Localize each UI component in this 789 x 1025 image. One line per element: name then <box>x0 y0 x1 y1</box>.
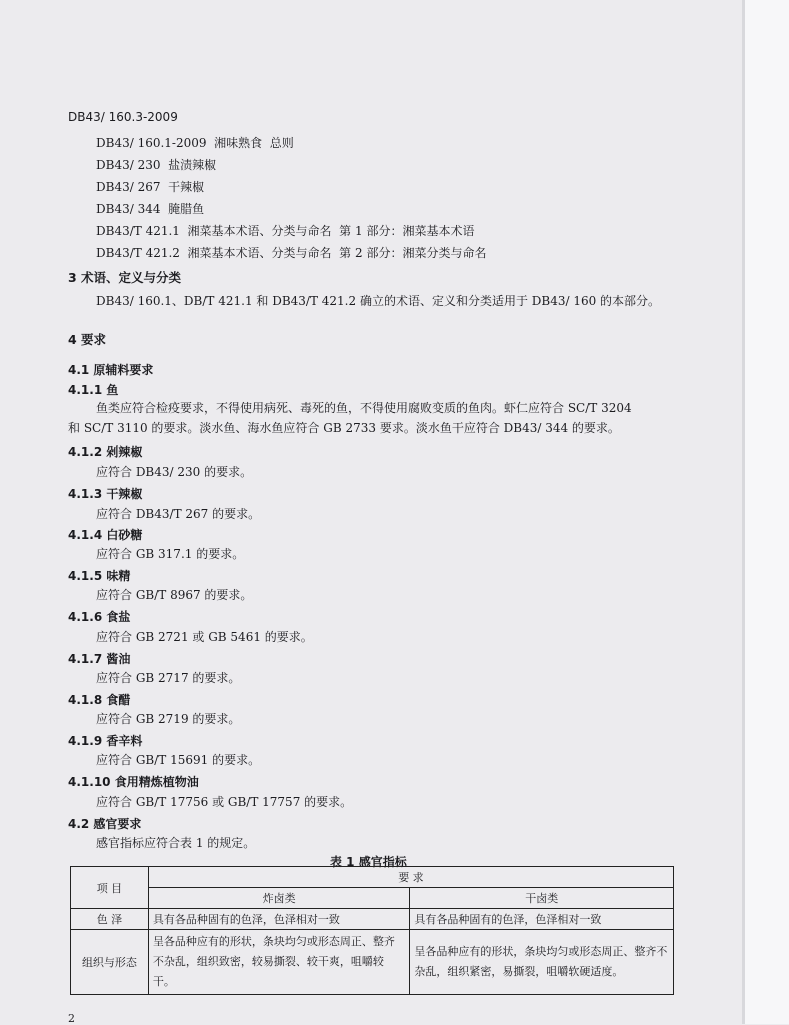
section-4-2-title: 4.2 感官要求 <box>68 817 142 831</box>
row-fried: 呈各品种应有的形状，条块均匀或形态周正、整齐不杂乱，组织致密，较易撕裂、较干爽，咀嚼较干。 <box>148 930 410 995</box>
row-dried: 呈各品种应有的形状，条块均匀或形态周正、整齐不杂乱，组织紧密，易撕裂，咀嚼软硬适度。 <box>410 930 674 995</box>
item-body: 应符合 GB/T 8967 的要求。 <box>96 588 253 602</box>
header-requirement: 要 求 <box>148 867 673 888</box>
sensory-table <box>70 866 674 995</box>
reference-item: DB43/ 160.1-2009 湘味熟食 总则 <box>96 136 294 150</box>
row-item: 色 泽 <box>71 909 149 930</box>
section-4-1-1-line2: 和 SC/T 3110 的要求。淡水鱼、海水鱼应符合 GB 2733 要求。淡水鱼干应符合 DB43/ 344 的要求。 <box>68 421 620 435</box>
item-title: 4.1.2 剁辣椒 <box>68 445 143 459</box>
item-title: 4.1.4 白砂糖 <box>68 528 143 542</box>
item-body: 应符合 GB/T 15691 的要求。 <box>96 753 261 767</box>
header-fried: 炸卤类 <box>148 888 410 909</box>
item-body: 应符合 GB 317.1 的要求。 <box>96 547 245 561</box>
reference-item: DB43/T 421.2 湘菜基本术语、分类与命名 第 2 部分：湘菜分类与命名 <box>96 246 487 260</box>
section-4-1-1-line1: 鱼类应符合检疫要求，不得使用病死、毒死的鱼，不得使用腐败变质的鱼肉。虾仁应符合 SC/T 3204 <box>96 401 632 415</box>
page-number: 2 <box>68 1012 75 1025</box>
reference-item: DB43/ 267 干辣椒 <box>96 180 205 194</box>
section-3-title: 3 术语、定义与分类 <box>68 270 182 285</box>
section-3-body: DB43/ 160.1、DB/T 421.1 和 DB43/T 421.2 确立的术语、定义和分类适用于 DB43/ 160 的本部分。 <box>96 294 661 308</box>
document-code: DB43/ 160.3-2009 <box>68 110 178 124</box>
item-title: 4.1.7 酱油 <box>68 652 131 666</box>
item-body: 应符合 DB43/T 267 的要求。 <box>96 507 261 521</box>
item-body: 应符合 DB43/ 230 的要求。 <box>96 465 253 479</box>
item-body: 应符合 GB 2721 或 GB 5461 的要求。 <box>96 630 313 644</box>
item-body: 应符合 GB/T 17756 或 GB/T 17757 的要求。 <box>96 795 353 809</box>
item-title: 4.1.3 干辣椒 <box>68 487 143 501</box>
item-title: 4.1.8 食醋 <box>68 693 131 707</box>
table-caption: 表 1 感官指标 <box>330 855 407 869</box>
normative-references <box>96 132 486 264</box>
table-header-row <box>71 867 674 888</box>
section-4-1-title: 4.1 原辅料要求 <box>68 363 154 377</box>
header-item: 项 目 <box>71 867 149 909</box>
scan-margin <box>745 0 789 1024</box>
table-subheader-row <box>71 888 674 909</box>
section-4-title: 4 要求 <box>68 332 107 347</box>
section-4-1-1-title: 4.1.1 鱼 <box>68 383 119 397</box>
reference-item: DB43/ 344 腌腊鱼 <box>96 202 205 216</box>
reference-item: DB43/T 421.1 湘菜基本术语、分类与命名 第 1 部分：湘菜基本术语 <box>96 224 475 238</box>
reference-item: DB43/ 230 盐渍辣椒 <box>96 158 217 172</box>
item-title: 4.1.6 食盐 <box>68 610 131 624</box>
item-title: 4.1.10 食用精炼植物油 <box>68 775 199 789</box>
table-row <box>71 930 674 995</box>
row-fried: 具有各品种固有的色泽，色泽相对一致 <box>148 909 410 930</box>
item-title: 4.1.5 味精 <box>68 569 131 583</box>
item-body: 应符合 GB 2717 的要求。 <box>96 671 241 685</box>
section-4-2-body: 感官指标应符合表 1 的规定。 <box>96 836 256 850</box>
row-dried: 具有各品种固有的色泽，色泽相对一致 <box>410 909 674 930</box>
item-body: 应符合 GB 2719 的要求。 <box>96 712 241 726</box>
table-row <box>71 909 674 930</box>
item-title: 4.1.9 香辛料 <box>68 734 143 748</box>
row-item: 组织与形态 <box>71 930 149 995</box>
header-dried: 干卤类 <box>410 888 674 909</box>
